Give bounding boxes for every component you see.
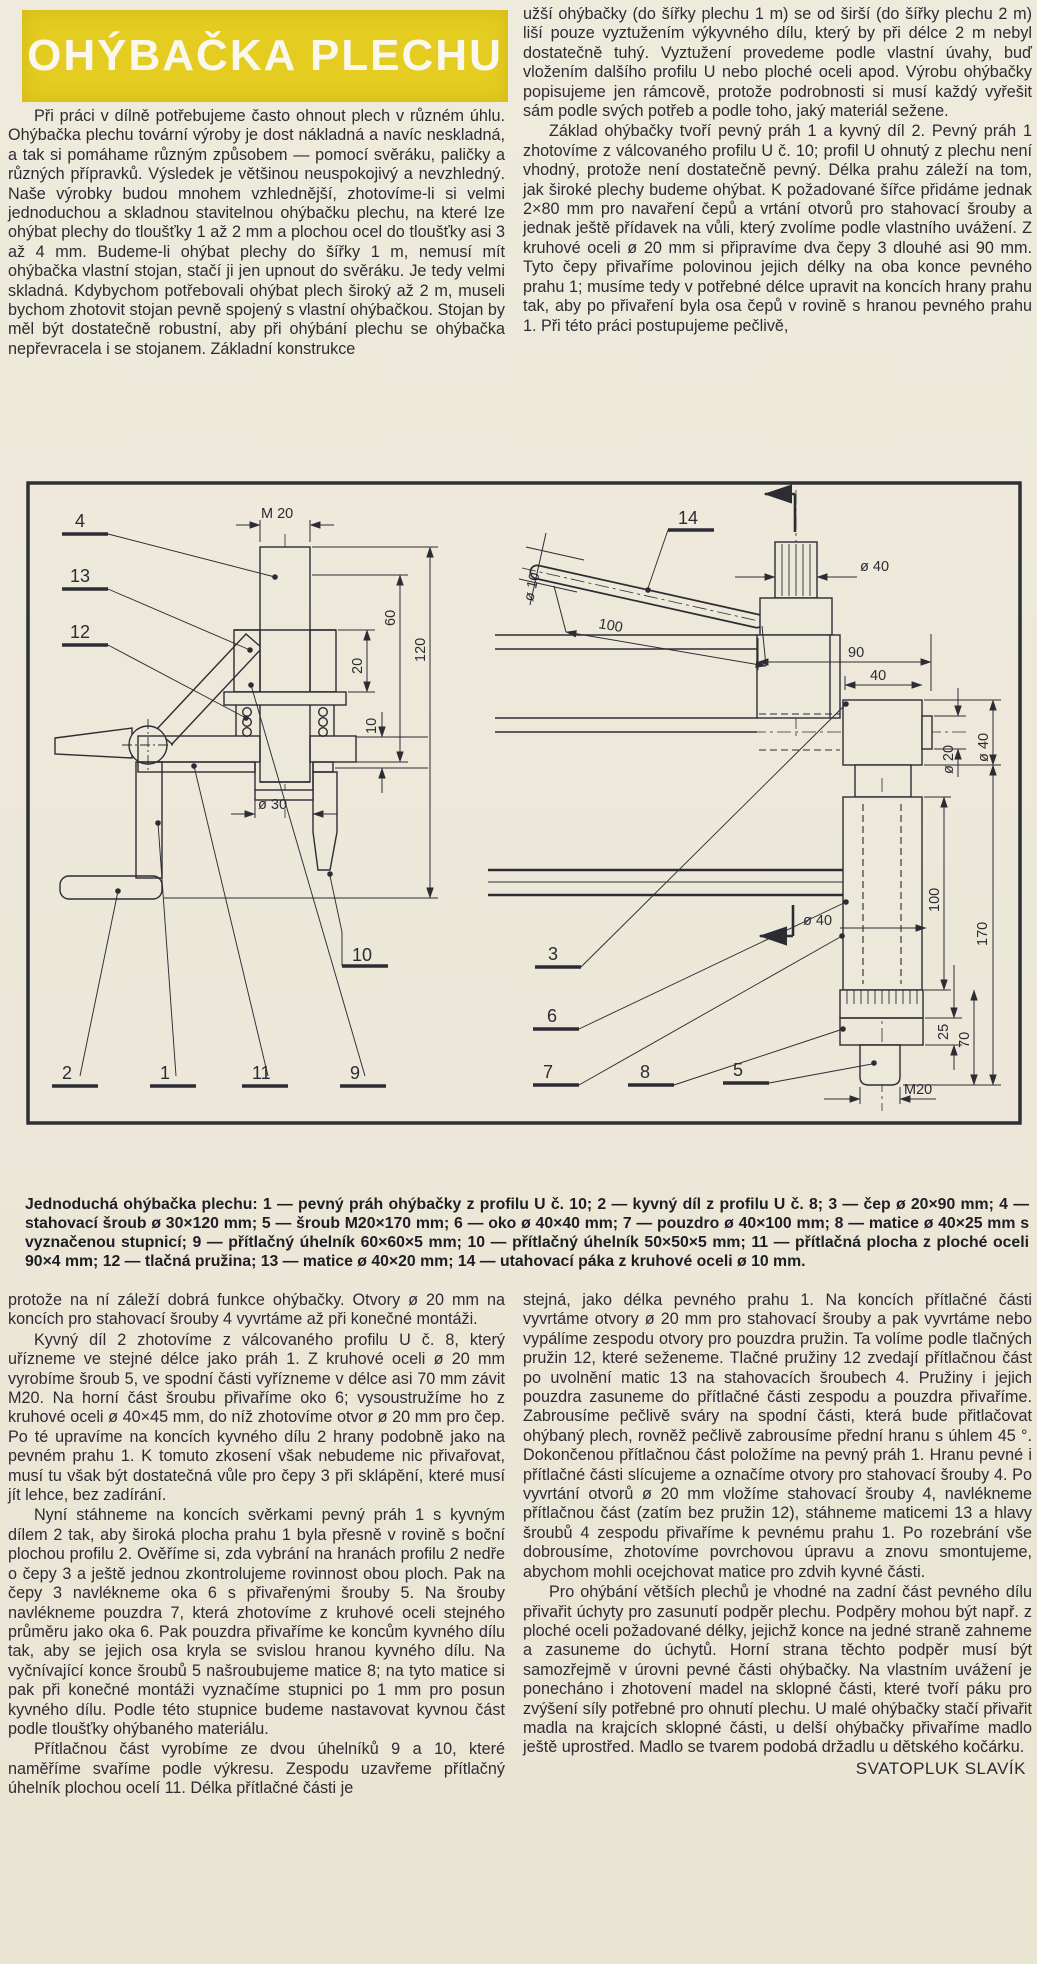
eye-6 bbox=[843, 700, 922, 765]
technical-drawing bbox=[10, 478, 1030, 1130]
part-label-9: 9 bbox=[350, 1063, 361, 1083]
intro-left-paragraph: Při práci v dílně potřebujeme často ohnout plech v různém úhlu. Ohýbačka plechu tovární výroby je dost nákladná a navíc neskladná, a tak si pomáhame různým způsobem — pomocí svěráku, paličky a různých přípravků. Výsledek je většinou neuspokojivý a nevzhledný. Naše výrobky budou mnohem vzhlednější, zhotovíme-li si velmi jednoduchou a skladnou stavitelnou ohýbačku plechu, na které lze ohýbat plechy do tloušťky 1 až 2 mm a plochou ocel do tloušťky asi 3 až 4 mm. Budeme-li ohýbat plechy do šířky 1 m, nemusí mít ohýbačka vlastní stojan, stačí ji jen upnout do svěráku. Je tedy velmi skladná. Kdybychom potřebovali ohýbat plech široký až 2 m, museli bychom zhotovit stojan pevně spojený s vlastní ohýbačkou. Stojan by měl být dostatečně robustní, aby při ohýbání plechu se ohýbačka nepřevracela i se stojanem. Základní konstrukce bbox=[8, 107, 505, 358]
dim-w40: 40 bbox=[870, 668, 887, 684]
dim-d20-pin: ø 20 bbox=[941, 744, 957, 774]
dim-h70: 70 bbox=[957, 1031, 973, 1048]
body-left-paragraph-2: Kyvný díl 2 zhotovíme z válcovaného profilu U č. 8, který uřízneme ve stejné délce jako práh 1. Z kruhové oceli ø 20 mm vyrobíme šroub 5, ve spodní části vyřízneme v délce asi 70 mm závit M20. Na horní část šroubu přivaříme oko 6; vysoustružíme ho z kruhové oceli ø 40×45 mm, do níž zhotovíme otvor ø 20 mm pro čep. Po té upravíme na koncích kyvného dílu 2 hrany podobně jako na pevném prahu 1. K tomuto zkosení však nebudeme nic přivařovat, musí tu však být dostatečná vůle pro čepy 3 při sklápění, které musí jít lehce, bez zadírání. bbox=[8, 1330, 505, 1505]
intro-right-paragraph-2: Základ ohýbačky tvoří pevný práh 1 a kyvný díl 2. Pevný práh 1 zhotovíme z válcovaného profilu U č. 10; profil U ohnutý z plechu není vhodný, protože není dostatečně pevný. Délka prahu záleží na tom, jak široké plechy budeme ohýbat. K požadované šířce přidáme jednak 2×80 mm pro navaření čepů a vrtání otvorů pro stahovací šrouby a jednak ještě přídavek na vůli, který zvolíme podle vlastního uvážení. Z kruhové oceli ø 20 mm si připravíme dva čepy 3 dlouhé asi 90 mm. Tyto čepy přivaříme polovinou jejich délky na oba konce pevného prahu 1; musíme tedy v potřebné délce upravit na koncích hrany prahu tak, aby po přivaření byla osa čepů v rovině s hranou pevného prahu 1. Při této práci postupujeme pečlivě, bbox=[523, 122, 1032, 335]
scale-strip bbox=[840, 990, 923, 1018]
body-column-right bbox=[523, 1291, 1032, 1779]
dim-t10: 10 bbox=[364, 717, 380, 734]
body-column-left bbox=[8, 1291, 505, 1800]
dim-h25: 25 bbox=[936, 1023, 952, 1040]
dim-w60: 60 bbox=[383, 609, 399, 626]
dim-m20-top: M 20 bbox=[261, 506, 294, 522]
part-label-5: 5 bbox=[733, 1060, 744, 1080]
dim-w120: 120 bbox=[413, 637, 429, 662]
part-label-7: 7 bbox=[543, 1062, 554, 1082]
dim-d40-cyl: ø 40 bbox=[803, 913, 833, 929]
clamp-bolt-section bbox=[260, 547, 310, 782]
tightening-lever bbox=[522, 568, 772, 624]
body-right-paragraph-1: stejná, jako délka pevného prahu 1. Na koncích přítlačné části vyvrtáme otvory ø 20 mm pro stahovací šrouby a pak vyvrtáme nebo vypálíme zespodu otvory pro pouzdra pružin. Ta volíme podle tlačných pružin 12, které seženeme. Tlačné pružiny 12 zvedají přítlačnou část po uvolnění matic 13 na stahovacích šroubech 4. Pružiny i jejich pouzdra zasuneme do přítlačné části zespodu a pouzdra přivaříme. Zabrousíme pečlivě sváry na spodní části, která bude přitlačovat ohýbaný plech, rovněž pečlivě zabrousíme přední hranu s úhlem 45 °. Dokončenou přítlačnou část položíme na pevný práh 1. Hranu pevné i přítlačné části slícujeme a označíme otvory pro stahovací šrouby 4. Po vyvrtání otvorů ø 20 mm vložíme stahovací šrouby 4, navlékneme přítlačnou část (zatím bez pružin 12), stáhneme maticemi 13 a hlavy šroubů 4 zespodu přivaříme k pevnému prahu 1. Po rozebrání vše dobrousíme, zhotovíme povrchovou úpravu a znovu smontujeme, abychom mohli ocejchovat matice pro zdvih kyvné části. bbox=[523, 1291, 1032, 1581]
sill-web bbox=[136, 762, 162, 878]
part-label-14: 14 bbox=[678, 508, 699, 528]
pin-3-end bbox=[922, 716, 932, 749]
part-label-8: 8 bbox=[640, 1062, 651, 1082]
dim-d30: ø 30 bbox=[258, 797, 288, 813]
figure-caption: Jednoduchá ohýbačka plechu: 1 — pevný práh ohýbačky z profilu U č. 10; 2 — kyvný díl z profilu U č. 8; 3 — čep ø 20×90 mm; 4 — stahovací šroub ø 30×120 mm; 5 — šroub M20×170 mm; 6 — oko ø 40×40 mm; 7 — pouzdro ø 40×100 mm; 8 — matice ø 40×25 mm s vyznačenou stupnicí; 9 — přítlačný úhelník 60×60×5 mm; 10 — přítlačný úhelník 50×50×5 mm; 11 — přítlačná plocha z ploché oceli 90×4 mm; 12 — tlačná pružina; 13 — matice ø 40×20 mm; 14 — utahovací páka z kruhové oceli ø 10 mm. bbox=[25, 1195, 1029, 1271]
nut-13-right bbox=[310, 630, 336, 692]
intro-right-paragraph-1: užší ohýbačky (do šířky plechu 1 m) se od širší (do šířky plechu 2 m) liší pouze vyztužením výkyvného dílu, který by při délce 2 m nebyl dostatečně tuhý. Vyztužení provedeme podle vlastní úvahy, buď vložením dalšího profilu U nebo ploché oceli apod. Výrobu ohýbačky popisujeme jen rámcově, protože podrobnosti si musí každý vyřešit sám podle svých potřeb a podle toho, jaký materiál sežene. bbox=[523, 5, 1032, 121]
intro-column-left bbox=[8, 107, 505, 360]
body-left-paragraph-1: protože na ní záleží dobrá funkce ohýbačky. Otvory ø 20 mm na koncích pro stahovací šrouby 4 vyvrtáme až při konečné montáži. bbox=[8, 1291, 505, 1329]
part-label-12: 12 bbox=[70, 622, 91, 642]
part-label-2: 2 bbox=[62, 1063, 73, 1083]
part-label-10: 10 bbox=[352, 945, 373, 965]
dim-h170: 170 bbox=[975, 921, 991, 946]
swing-part-end bbox=[757, 635, 840, 718]
right-view-part-labels bbox=[533, 508, 877, 1085]
dim-d40-pin: ø 40 bbox=[976, 732, 992, 762]
part-label-11: 11 bbox=[252, 1063, 271, 1083]
screw-head bbox=[775, 542, 817, 598]
screw-collar bbox=[760, 598, 832, 635]
part-label-4: 4 bbox=[75, 511, 86, 531]
body-right-paragraph-2: Pro ohýbání větších plechů je vhodné na zadní část pevného dílu přivařit úchyty pro zasunutí podpěr plechu. Podpěry mohou být např. z ploché oceli požadované délky, jejichž konce na jedné straně zahneme a zasuneme do úchytů. Horní strana těchto podpěr musí být samozřejmě v úrovni pevné části ohýbačky. Na vlastním uvážení je ponecháno i zhotovení madel na sklopné části, které tvoří páku pro zvýšení síly potřebné pro ohnutí plechu. U malé ohýbačky stačí přivařit madla na krajcích sklopné části, u delší ohýbačky přivaříme madlo ještě uprostřed. Madlo se tvarem podobá držadlu u dětského kočárku. bbox=[523, 1583, 1032, 1757]
body-left-paragraph-4: Přítlačnou část vyrobíme ze dvou úhelníků 9 a 10, které naměříme svaříme podle výkresu. Zespodu uzavřeme přítlačný úhelník plochou ocelí 11. Délka přítlačné části je bbox=[8, 1740, 505, 1798]
nut-13-left bbox=[234, 630, 260, 692]
title-banner bbox=[22, 10, 508, 102]
page-title: OHÝBAČKA PLECHU bbox=[27, 31, 503, 80]
sill-top-flange bbox=[55, 728, 132, 758]
knurled-nut-8 bbox=[840, 1018, 923, 1045]
sill-bottom-flange bbox=[60, 876, 162, 899]
part-label-6: 6 bbox=[547, 1006, 558, 1026]
washer bbox=[224, 692, 346, 705]
dim-m20-bottom: M20 bbox=[904, 1082, 933, 1098]
intro-column-right bbox=[523, 5, 1032, 337]
end-view bbox=[488, 490, 968, 1111]
pressure-beam-right bbox=[310, 736, 356, 762]
dim-h100: 100 bbox=[927, 887, 943, 912]
body-left-paragraph-3: Nyní stáhneme na koncích svěrkami pevný práh 1 s kyvným dílem 2 tak, aby široká plocha prahu 1 byla přesně v rovině s boční plochou profilu 2. Ověříme si, zda vybrání na hranách profilu 2 nedře o čepy 3 a ještě jednou zkontrolujeme rovinnost obou ploch. Pak na čepy 3 navlékneme oka 6 s přivařenými šrouby 5. Na šrouby navlékneme pouzdra 7, která zhotovíme z kruhové oceli stejného průměru jako oka 6. Pak pouzdra přivaříme ke koncům kyvného dílu tak, aby se jejich osa kryla se svislou hranou kyvného dílu. Na vyčnívající konce šroubů 5 našroubujeme matice 8; na tyto matice si pak při konečné montáži vyznačíme stupnici po 1 mm pro posun kyvného dílu. Podle této stupnice budeme nastavovat kyvnou část podle tloušťky ohýbaného materiálu. bbox=[8, 1506, 505, 1738]
part-label-1: 1 bbox=[160, 1063, 171, 1083]
author-name: SVATOPLUK SLAVÍK bbox=[855, 1758, 1026, 1778]
dim-w20: 20 bbox=[350, 657, 366, 674]
part-label-3: 3 bbox=[548, 944, 559, 964]
part-label-13: 13 bbox=[70, 566, 91, 586]
dim-l100-handle: 100 bbox=[597, 616, 624, 637]
dim-d40-screw: ø 40 bbox=[860, 559, 890, 575]
sleeve-7 bbox=[843, 797, 922, 990]
angle-10-leg bbox=[313, 772, 337, 870]
dim-d10-handle: ø 10 bbox=[521, 571, 544, 603]
dim-w90: 90 bbox=[848, 645, 865, 661]
